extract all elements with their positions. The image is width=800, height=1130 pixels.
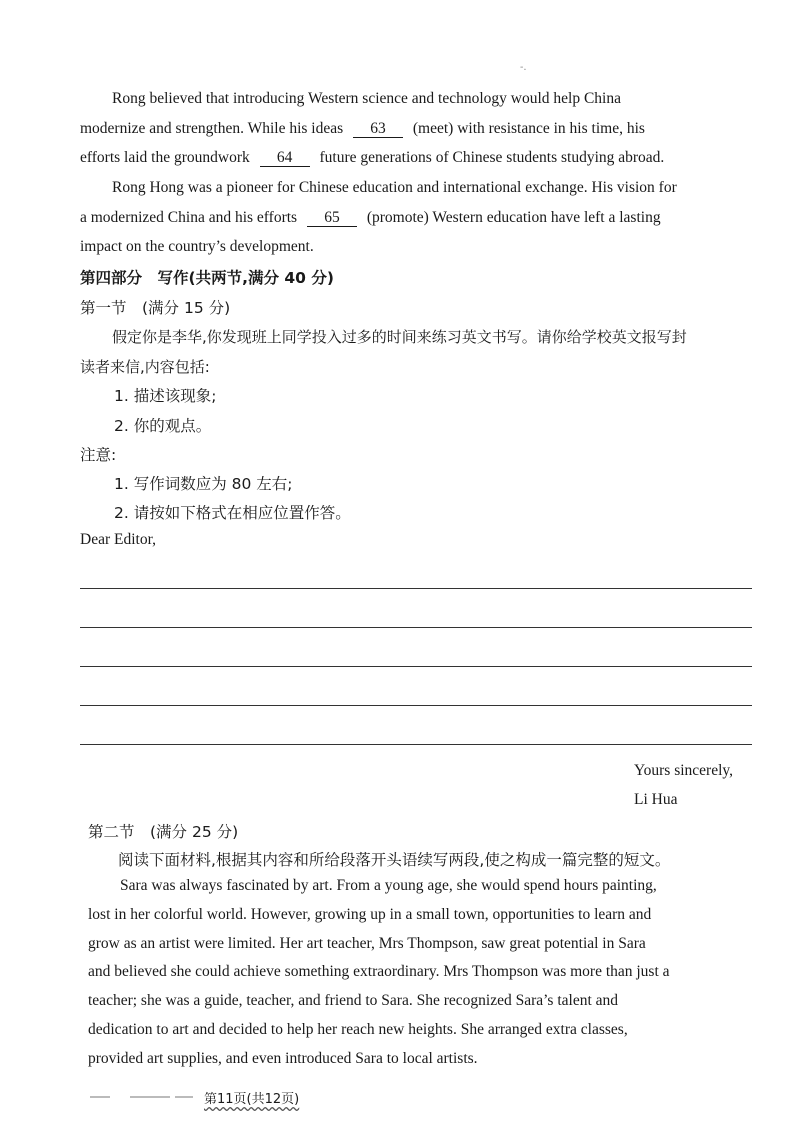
passage-text: teacher; she was a guide, teacher, and friend to Sara. She recognized Sara’s talent and: [88, 992, 619, 1010]
scan-smudge: [90, 1096, 110, 1098]
note-label: 注意:: [80, 446, 117, 464]
passage-text: impact on the country’s development.: [80, 238, 314, 255]
passage-paragraph-2: [80, 173, 756, 262]
blank-64: 64: [260, 150, 310, 167]
passage-text: lost in her colorful world. However, growing up in a small town, opportunities to learn and: [88, 905, 652, 923]
letter-closing: Yours sincerely,: [634, 762, 734, 779]
answer-line[interactable]: [80, 666, 752, 667]
page-number: 第11页(共12页): [204, 1092, 300, 1107]
scan-smudge: [130, 1096, 170, 1098]
prompt-text: 读者来信,内容包括:: [80, 358, 210, 376]
section2-passage: [88, 872, 750, 1074]
passage-text: dedication to art and decided to help her reach new heights. She arranged extra classes,: [88, 1020, 628, 1038]
scan-smudge: [175, 1096, 193, 1098]
passage-text: modernize and strengthen. While his ideas: [80, 119, 344, 137]
answer-line[interactable]: [80, 627, 752, 628]
answer-line[interactable]: [80, 588, 752, 589]
prompt-text: 假定你是李华,你发现班上同学投入过多的时间来练习英文书写。请你给学校英文报写封: [112, 328, 687, 346]
prompt-item-2: 2. 你的观点。: [114, 417, 212, 435]
passage-text: grow as an artist were limited. Her art teacher, Mrs Thompson, saw great potential in Sara: [88, 934, 646, 952]
section2-instruction: 阅读下面材料,根据其内容和所给段落开头语续写两段,使之构成一篇完整的短文。: [118, 851, 671, 869]
letter-greeting: Dear Editor,: [80, 531, 156, 548]
section1-prompt: [80, 322, 756, 382]
passage-paragraph-1: [80, 84, 756, 173]
blank-63: 63: [353, 121, 403, 138]
passage-text: future generations of Chinese students studying abroad.: [319, 149, 665, 166]
passage-text: efforts laid the groundwork: [80, 149, 250, 166]
passage-text: (promote) Western education have left a lasting: [366, 208, 661, 226]
passage-text: Sara was always fascinated by art. From a young age, she would spend hours painting,: [120, 877, 657, 894]
answer-line[interactable]: [80, 744, 752, 745]
passage-text: provided art supplies, and even introduced Sara to local artists.: [88, 1049, 478, 1067]
passage-text: and believed she could achieve something extraordinary. Mrs Thompson was more than just a: [88, 963, 670, 981]
note-item-2: 2. 请按如下格式在相应位置作答。: [114, 504, 351, 522]
section2-title: 第二节 (满分 25 分): [88, 823, 239, 841]
answer-line[interactable]: [80, 705, 752, 706]
passage-text: Rong Hong was a pioneer for Chinese education and international exchange. His vision for: [112, 179, 677, 196]
scan-mark: -.: [520, 62, 527, 73]
passage-text: a modernized China and his efforts: [80, 208, 298, 226]
prompt-item-1: 1. 描述该现象;: [114, 387, 217, 405]
letter-signature: Li Hua: [634, 791, 678, 808]
part4-title: 第四部分 写作(共两节,满分 40 分): [80, 269, 334, 287]
passage-text: (meet) with resistance in his time, his: [412, 119, 645, 137]
passage-text: Rong believed that introducing Western science and technology would help China: [112, 90, 621, 107]
note-item-1: 1. 写作词数应为 80 左右;: [114, 475, 293, 493]
section1-title: 第一节 (满分 15 分): [80, 299, 231, 317]
blank-65: 65: [307, 210, 357, 227]
